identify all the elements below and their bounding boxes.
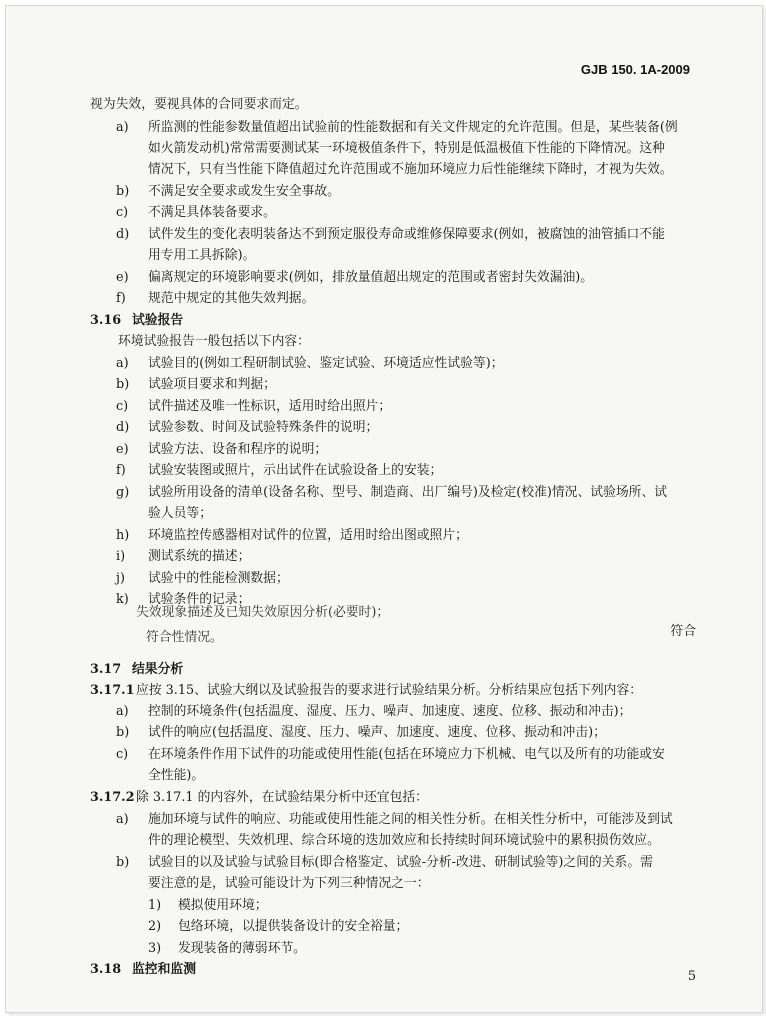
list-marker: d) <box>116 227 130 242</box>
page-number: 5 <box>687 969 696 984</box>
text-line: 情况下，只有当性能下降值超过允许范围或不施加环境应力后性能继续下降时，才视为失效。 <box>148 162 673 177</box>
text-line: 用专用工具拆除)。 <box>148 248 256 263</box>
list-marker: a) <box>116 812 129 827</box>
list-marker: j) <box>116 571 125 586</box>
list-marker: f) <box>116 463 126 478</box>
list-item: 试件的响应(包括温度、湿度、压力、噪声、加速度、速度、位移、振动和冲击)； <box>148 725 606 740</box>
list-marker: a) <box>116 120 129 135</box>
list-item: 试件描述及唯一性标识，适用时给出照片； <box>148 399 392 414</box>
list-marker: b) <box>116 377 130 392</box>
list-item: 试验目的(例如工程研制试验、鉴定试验、环境适应性试验等)； <box>148 356 504 371</box>
list-item: 试验方法、设备和程序的说明； <box>148 442 328 457</box>
list-marker: d) <box>116 420 130 435</box>
section-number: 3.16 <box>90 313 122 328</box>
list-item: 试验参数、时间及试验特殊条件的说明； <box>148 420 379 435</box>
subsection-number: 3.17.1 <box>90 683 135 698</box>
text-line: 环境试验报告一般包括以下内容： <box>118 334 310 349</box>
list-item: 测试系统的描述； <box>148 549 251 564</box>
list-item: 控制的环境条件(包括温度、湿度、压力、噪声、加速度、速度、位移、振动和冲击)； <box>148 704 632 719</box>
list-marker: 1) <box>148 898 162 913</box>
list-item: 全性能)。 <box>148 768 205 783</box>
list-marker: f) <box>116 291 126 306</box>
list-item: 验人员等； <box>148 506 212 521</box>
list-marker: c) <box>116 399 129 414</box>
text-line: 不满足安全要求或发生安全事故。 <box>148 184 340 199</box>
section-title: 监控和监测 <box>132 962 196 977</box>
list-marker: b) <box>116 725 130 740</box>
subsection-number: 3.17.2 <box>90 790 135 805</box>
text-line: 如火箭发动机)常常需要测试某一环境极值条件下，特别是低温极值下性能的下降情况。这种 <box>148 141 665 156</box>
list-item: 环境监控传感器相对试件的位置，适用时给出图或照片； <box>148 528 468 543</box>
list-item: 件的理论模型、失效机理、综合环境的迭加效应和长持续时间环境试验中的累积损伤效应。 <box>148 833 660 848</box>
text-line: 试件发生的变化表明装备达不到预定服役寿命或维修保障要求(例如，被腐蚀的油管插口不能 <box>148 227 665 242</box>
list-marker: 3) <box>148 941 162 956</box>
list-marker: g) <box>116 485 130 500</box>
text-line: 规范中规定的其他失效判据。 <box>148 291 315 306</box>
list-marker: k) <box>116 592 129 607</box>
list-item: 施加环境与试件的响应、功能或使用性能之间的相关性分析。在相关性分析中，可能涉及到试 <box>148 812 673 827</box>
list-item: 在环境条件作用下试件的功能或使用性能(包括在环境应力下机械、电气以及所有的功能或安 <box>148 747 665 762</box>
list-marker: a) <box>116 704 129 719</box>
list-item: 模拟使用环境； <box>178 898 268 913</box>
standard-code: GJB 150. 1A-2009 <box>580 62 690 77</box>
list-marker: c) <box>116 747 129 762</box>
list-marker: 2) <box>148 919 162 934</box>
list-marker: h) <box>116 528 130 543</box>
document-page <box>5 5 763 1013</box>
text-line: 视为失效，要视具体的合同要求而定。 <box>90 97 308 112</box>
list-item: 试验安装图或照片，示出试件在试验设备上的安装； <box>148 463 443 478</box>
list-item: 包络环境，以提供装备设计的安全裕量； <box>178 919 409 934</box>
list-item: 试验条件的记录； <box>148 592 251 607</box>
list-marker: e) <box>116 270 129 285</box>
list-item: 试验中的性能检测数据； <box>148 571 289 586</box>
text-line: 除 3.17.1 的内容外，在试验结果分析中还宜包括： <box>136 790 428 805</box>
list-marker: e) <box>116 442 129 457</box>
text-line: 偏离规定的环境影响要求(例如，排放量值超出规定的范围或者密封失效漏油)。 <box>148 270 594 285</box>
list-marker: b) <box>116 184 130 199</box>
list-item: 要注意的是，试验可能设计为下列三种情况之一： <box>148 876 430 891</box>
clipped-line: 符合性情况。 <box>146 630 223 645</box>
text-line: 应按 3.15、试验大纲以及试验报告的要求进行试验结果分析。分析结果应包括下列内容： <box>136 683 643 698</box>
section-title: 结果分析 <box>132 662 184 677</box>
section-number: 3.18 <box>90 962 122 977</box>
list-item: 试验项目要求和判据； <box>148 377 276 392</box>
list-item: 试验所用设备的清单(设备名称、型号、制造商、出厂编号)及检定(校准)情况、试验场所、试 <box>148 485 668 500</box>
list-item: 试验目的以及试验与试验目标(即合格鉴定、试验-分析-改进、研制试验等)之间的关系。需 <box>148 855 653 870</box>
clipped-fragment: 符合 <box>670 624 696 639</box>
text-line: 所监测的性能参数量值超出试验前的性能数据和有关文件规定的允许范围。但是，某些装备(例 <box>148 120 678 135</box>
list-marker: i) <box>116 549 126 564</box>
list-marker: c) <box>116 205 129 220</box>
section-title: 试验报告 <box>132 313 184 328</box>
list-marker: a) <box>116 356 129 371</box>
section-number: 3.17 <box>90 662 122 677</box>
list-item: 发现装备的薄弱环节。 <box>178 941 306 956</box>
text-line: 不满足具体装备要求。 <box>148 205 276 220</box>
list-marker: b) <box>116 855 130 870</box>
clipped-line: 失效现象描述及已知失效原因分析(必要时)； <box>136 605 390 620</box>
